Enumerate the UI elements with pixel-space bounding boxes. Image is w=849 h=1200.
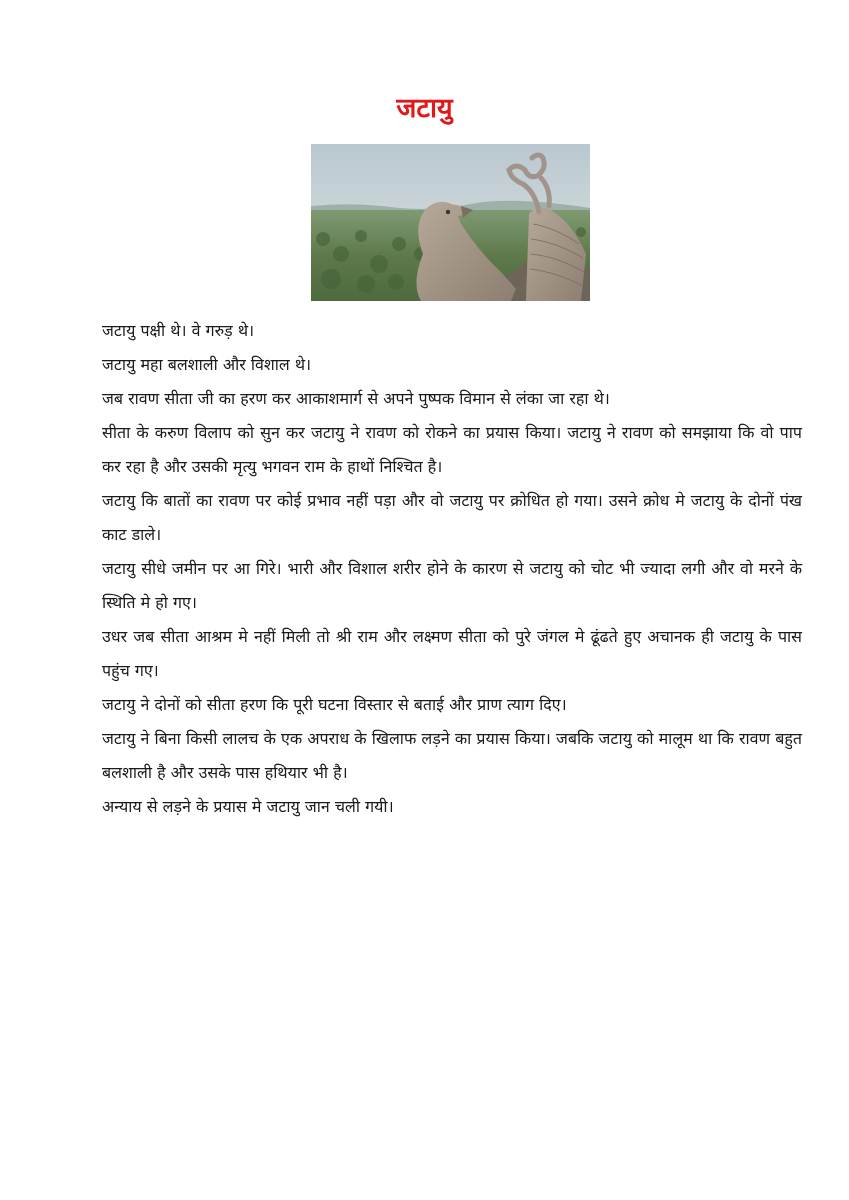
paragraph: जटायु सीधे जमीन पर आ गिरे। भारी और विशाल शरीर होने के कारण से जटायु को चोट भी ज्यादा लगी और वो मरने के स्थिति मे हो गए।: [102, 559, 802, 612]
paragraph: जटायु पक्षी थे। वे गरुड़ थे।: [102, 321, 255, 340]
paragraph: जटायु महा बलशाली और विशाल थे।: [102, 355, 312, 374]
page-title: जटायु: [396, 93, 453, 124]
paragraph: जटायु ने बिना किसी लालच के एक अपराध के खिलाफ लड़ने का प्रयास किया। जबकि जटायु को मालूम था कि रावण बहुत बलशाली है और उसके पास हथियार भी है।: [102, 729, 802, 782]
paragraph: जटायु कि बातों का रावण पर कोई प्रभाव नहीं पड़ा और वो जटायु पर क्रोधित हो गया। उसने क्रोध मे जटायु के दोनों पंख काट डाले।: [102, 491, 802, 544]
jatayu-statue-photo: [311, 144, 590, 301]
paragraph: उधर जब सीता आश्रम मे नहीं मिली तो श्री राम और लक्ष्मण सीता को पुरे जंगल मे ढूंढते हुए अचानक ही जटायु के पास पहुंच गए।: [102, 627, 802, 680]
paragraph: जटायु ने दोनों को सीता हरण कि पूरी घटना विस्तार से बताई और प्राण त्याग दिए।: [102, 695, 567, 714]
paragraph: अन्याय से लड़ने के प्रयास मे जटायु जान चली गयी।: [102, 797, 394, 816]
story-text: [102, 314, 802, 824]
paragraph: सीता के करुण विलाप को सुन कर जटायु ने रावण को रोकने का प्रयास किया। जटायु ने रावण को समझाया कि वो पाप कर रहा है और उसकी मृत्यु भगवन राम के हाथों निश्चित है।: [102, 423, 802, 476]
paragraph: जब रावण सीता जी का हरण कर आकाशमार्ग से अपने पुष्पक विमान से लंका जा रहा थे।: [102, 389, 610, 408]
